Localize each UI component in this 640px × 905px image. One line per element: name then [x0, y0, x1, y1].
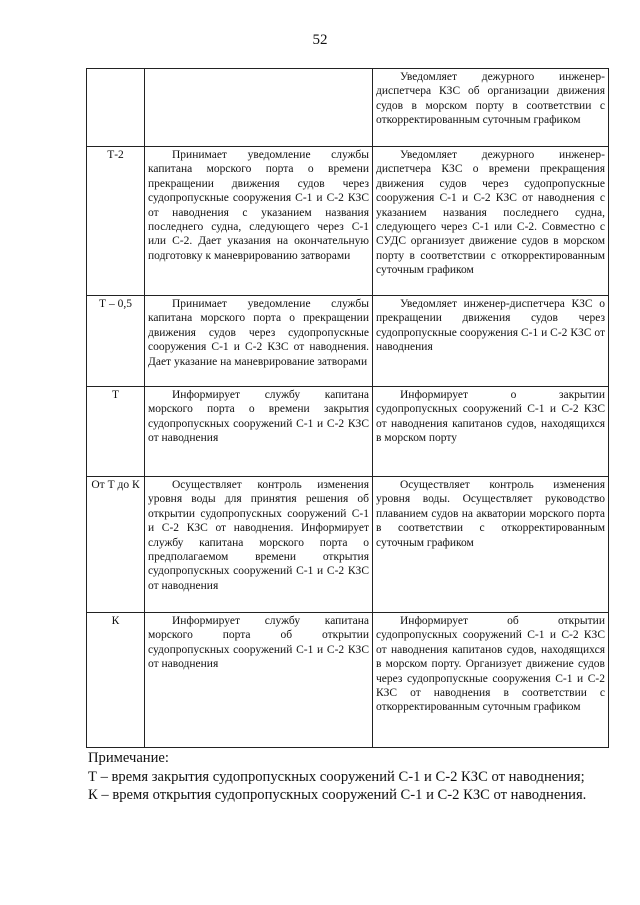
time-cell: Т	[87, 387, 145, 477]
note-line-t: Т – время закрытия судопропускных сооружений С-1 и С-2 КЗС от наводнения;	[88, 768, 585, 785]
cell-text: Принимает уведомление службы капитана морского порта о времени прекращении движения судов через судопропускные сооружения С-1 и С-2 КЗС от наводнения с указанием названия последнего судна, следующего через С-1 или С-2. Дает указания на окончательную подготовку к маневрированию затворами	[148, 149, 369, 262]
cell-text: Уведомляет дежурного инженер-диспетчера КЗС об организации движения судов в морском порту в соответствии с откорректированным суточным графиком	[376, 71, 605, 127]
table-row	[87, 477, 609, 613]
time-cell: Т – 0,5	[87, 296, 145, 387]
table-row	[87, 613, 609, 748]
table-row	[87, 296, 609, 387]
captain-service-cell	[373, 69, 609, 147]
time-cell: Т-2	[87, 147, 145, 296]
cell-text: Информирует службу капитана морского порта об открытии судопропускных сооружений С-1 и С-2 КЗС от наводнения	[148, 615, 369, 671]
cell-text: Осуществляет контроль изменения уровня воды. Осуществляет руководство плаванием судов на акватории морского порта в соответствии с откорректированным суточным графиком	[376, 479, 605, 549]
note-line-k: К – время открытия судопропускных сооружений С-1 и С-2 КЗС от наводнения.	[88, 787, 587, 803]
cell-text: Информирует об открытии судопропускных сооружений С-1 и С-2 КЗС от наводнения капитанов судов, находящихся в морском порту. Организует движение судов через судопропускные сооружения С-1 и С-2 КЗС от наводнения в соответствии с откорректированным суточным графиком	[376, 615, 605, 714]
time-cell: От Т до К	[87, 477, 145, 613]
port-duty-cell	[145, 613, 373, 748]
captain-service-cell	[373, 147, 609, 296]
cell-text: Осуществляет контроль изменения уровня воды для принятия решения об открытии судопропускных сооружений С-1 и С-2 КЗС от наводнения. Информирует службу капитана морского порта о предполагаемом времени открытия судопропускных сооружений С-1 и С-2 КЗС от наводнения	[148, 479, 369, 592]
port-duty-cell	[145, 387, 373, 477]
table-row	[87, 387, 609, 477]
cell-text: Уведомляет инженер-диспетчера КЗС о прекращении движения судов через судопропускные сооружения С-1 и С-2 КЗС от наводнения	[376, 298, 605, 354]
page-number: 52	[312, 32, 328, 48]
port-duty-cell	[145, 477, 373, 613]
note-block	[88, 749, 618, 805]
captain-service-cell	[373, 387, 609, 477]
port-duty-cell	[145, 69, 373, 147]
cell-text: Уведомляет дежурного инженер-диспетчера КЗС о времени прекращения движения судов через судопропускные сооружения С-1 и С-2 КЗС от наводнения с указанием названия последнего судна, следующего через С-1 или С-2. Совместно с СУДС организует движение судов в морском порту в соответствии с откорректированным суточным графиком	[376, 149, 605, 277]
port-duty-cell	[145, 296, 373, 387]
note-title: Примечание:	[88, 750, 169, 766]
schedule-table	[86, 68, 609, 748]
cell-text: Информирует службу капитана морского порта о времени закрытия судопропускных сооружений С-1 и С-2 КЗС от наводнения	[148, 389, 369, 445]
captain-service-cell	[373, 296, 609, 387]
captain-service-cell	[373, 477, 609, 613]
time-cell: К	[87, 613, 145, 748]
time-cell	[87, 69, 145, 147]
table-row	[87, 69, 609, 147]
table-row	[87, 147, 609, 296]
cell-text: Принимает уведомление службы капитана морского порта о прекращении движения судов через судопропускные сооружения С-1 и С-2 КЗС от наводнения. Дает указание на маневрирование затворами	[148, 298, 369, 368]
port-duty-cell	[145, 147, 373, 296]
cell-text: Информирует о закрытии судопропускных сооружений С-1 и С-2 КЗС от наводнения капитанов судов, находящихся в морском порту	[376, 389, 605, 445]
captain-service-cell	[373, 613, 609, 748]
